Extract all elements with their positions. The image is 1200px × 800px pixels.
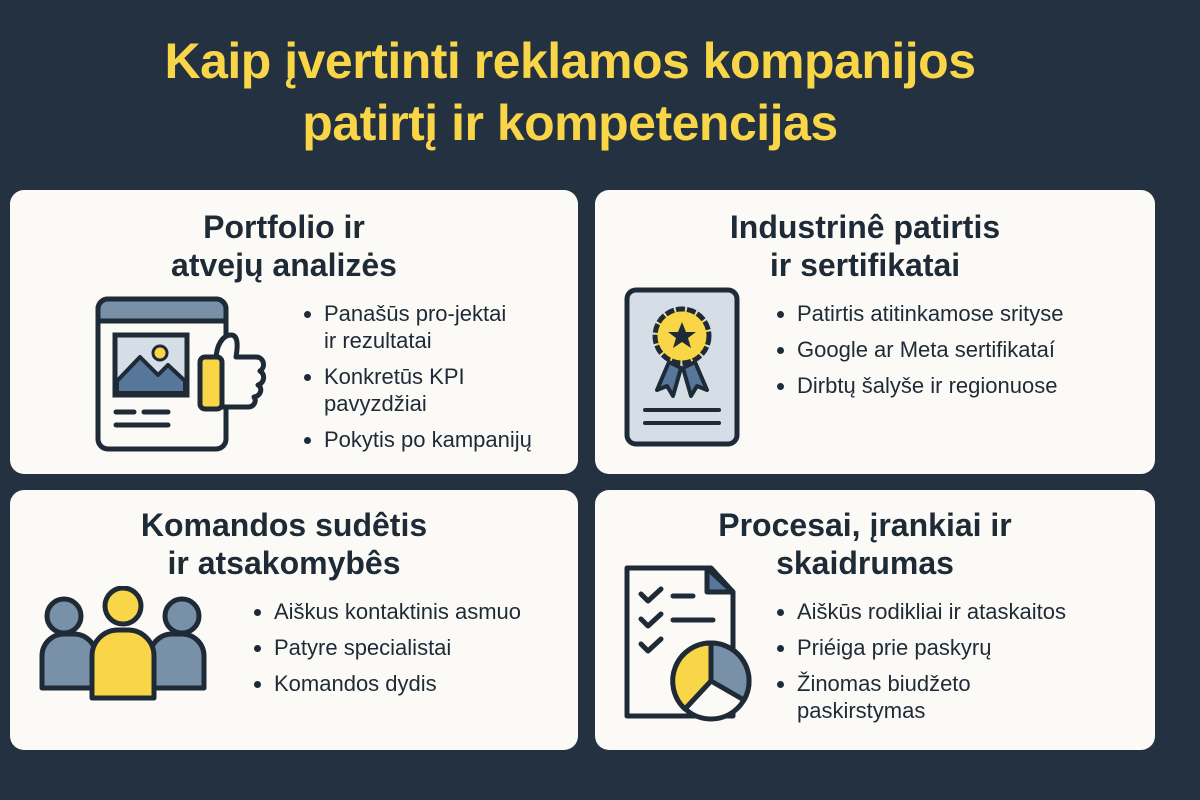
bullet-item: Pokytis po kampanijų bbox=[300, 426, 532, 453]
portfolio-thumbs-up-icon bbox=[88, 295, 273, 455]
title-line-2: patirtį ir kompetencijas bbox=[302, 95, 838, 151]
bullet-item: Konkretūs KPI pavyzdžiai bbox=[300, 363, 532, 417]
bullet-item: Google ar Meta sertifikataí bbox=[773, 336, 1064, 363]
card-processes-tools bbox=[595, 490, 1155, 750]
team-people-icon bbox=[38, 586, 208, 702]
checklist-pie-chart-icon bbox=[623, 564, 753, 728]
bullet-item: Aiškus kontaktinis asmuo bbox=[250, 598, 521, 625]
bullet-item: Dirbtų šalyše ir regionuose bbox=[773, 372, 1064, 399]
bullet-item: Patyre specialistai bbox=[250, 634, 521, 661]
bullet-list bbox=[773, 598, 1066, 733]
bullet-item: Komandos dydis bbox=[250, 670, 521, 697]
card-portfolio bbox=[10, 190, 578, 474]
bullet-item: Žinomas biudžeto paskirstymas bbox=[773, 670, 1066, 724]
bullet-list bbox=[300, 300, 532, 462]
page-title bbox=[0, 30, 1140, 154]
bullet-item: Patirtis atitinkamose srityse bbox=[773, 300, 1064, 327]
card-heading: Industrinê patirtis ir sertifikatai bbox=[729, 209, 1001, 283]
card-industry-experience bbox=[595, 190, 1155, 474]
title-line-1: Kaip įvertinti reklamos kompanijos bbox=[164, 33, 976, 89]
card-heading: Procesai, įrankiai ir skaidrumas bbox=[718, 507, 1012, 581]
bullet-item: Panašūs pro-jektai ir rezultatai bbox=[300, 300, 532, 354]
certificate-award-icon bbox=[623, 286, 743, 448]
bullet-item: Aiškūs rodikliai ir ataskaitos bbox=[773, 598, 1066, 625]
card-team-composition bbox=[10, 490, 578, 750]
card-heading: Portfolio ir atvejų analizės bbox=[171, 209, 397, 283]
bullet-list bbox=[250, 598, 521, 706]
bullet-list bbox=[773, 300, 1064, 408]
card-heading: Komandos sudêtis ir atsakomybês bbox=[140, 507, 428, 581]
bullet-item: Priéiga prie paskyrų bbox=[773, 634, 1066, 661]
